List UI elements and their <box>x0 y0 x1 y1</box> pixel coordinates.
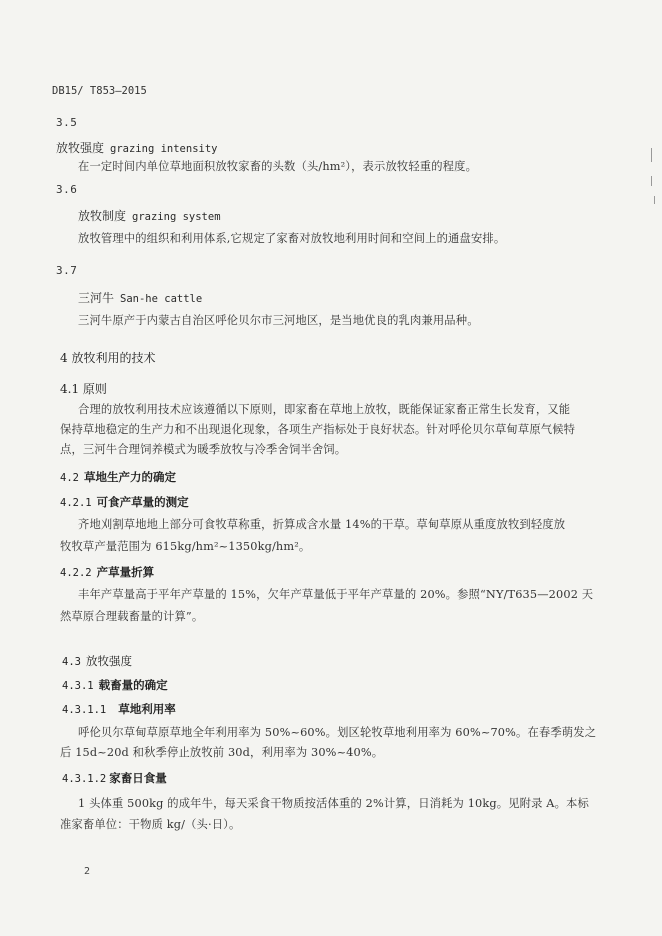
section-heading-4-3-1-1: 4.3.1.1 草地利用率 <box>62 702 176 716</box>
section-heading-4-2: 4.2 草地生产力的确定 <box>60 470 176 484</box>
paragraph-line: 牧牧草产量范围为 615kg/hm²~1350kg/hm²。 <box>60 540 311 553</box>
paragraph-line: 保持草地稳定的生产力和不出现退化现象，各项生产指标处于良好状态。针对呼伦贝尔草甸草原气候特 <box>60 423 576 436</box>
term-sanhe-cattle <box>78 289 202 306</box>
definition-text: 三河牛原产于内蒙古自治区呼伦贝尔市三河地区，是当地优良的乳肉兼用品种。 <box>78 314 479 327</box>
term-grazing-intensity <box>56 139 217 156</box>
paragraph-line: 丰年产草量高于平年产草量的 15%，欠年产草量低于平年产草量的 20%。参照“NY/T635—2002 天 <box>78 588 594 601</box>
document-header: DB15/ T853—2015 <box>52 85 147 97</box>
definition-text: 在一定时间内单位草地面积放牧家畜的头数（头/hm²），表示放牧轻重的程度。 <box>78 160 478 173</box>
clause-number-3-6: 3.6 <box>56 183 78 196</box>
term-zh: 三河牛 <box>78 291 115 305</box>
section-heading-4-3-1-2: 4.3.1.2 家畜日食量 <box>62 771 167 785</box>
page-number: 2 <box>84 866 91 877</box>
paragraph-line: 呼伦贝尔草甸草原草地全年利用率为 50%~60%。划区轮牧草地利用率为 60%~70%。在春季萌发之 <box>78 726 597 739</box>
scan-mark <box>651 176 652 186</box>
definition-text: 放牧管理中的组织和利用体系,它规定了家畜对放牧地利用时间和空间上的通盘安排。 <box>78 232 506 245</box>
chapter-heading-4: 4 放牧利用的技术 <box>60 351 156 365</box>
section-heading-4-3: 4.3 放牧强度 <box>62 654 132 668</box>
section-heading-4-2-2: 4.2.2 产草量折算 <box>60 565 155 579</box>
term-en: grazing system <box>132 211 221 223</box>
term-zh: 放牧制度 <box>78 209 127 223</box>
paragraph-line: 合理的放牧利用技术应该遵循以下原则，即家畜在草地上放牧，既能保证家畜正常生长发育，又能 <box>78 403 571 416</box>
paragraph-line: 后 15d~20d 和秋季停止放牧前 30d，利用率为 30%~40%。 <box>60 746 384 759</box>
paragraph-line: 点，三河牛合理饲养模式为暖季放牧与冷季舍饲半舍饲。 <box>60 443 347 456</box>
section-heading-4-3-1: 4.3.1 载畜量的确定 <box>62 678 168 692</box>
clause-number-3-5: 3.5 <box>56 116 78 129</box>
section-heading-4-1: 4.1 原则 <box>60 382 107 396</box>
term-en: San-he cattle <box>120 293 203 305</box>
scan-mark <box>651 148 652 162</box>
scan-mark <box>654 196 655 204</box>
section-heading-4-2-1: 4.2.1 可食产草量的测定 <box>60 495 189 509</box>
paragraph-line: 1 头体重 500kg 的成年牛，每天采食干物质按活体重的 2%计算，日消耗为 10kg。见附录 A。本标 <box>78 797 589 810</box>
paragraph-line: 准家畜单位：干物质 kg/（头·日）。 <box>60 818 241 831</box>
term-grazing-system <box>78 207 221 224</box>
clause-number-3-7: 3.7 <box>56 264 78 277</box>
paragraph-line: 然草原合理载畜量的计算”。 <box>60 610 204 623</box>
paragraph-line: 齐地刈割草地地上部分可食牧草称重，折算成含水量 14%的干草。草甸草原从重度放牧到轻度放 <box>78 518 566 531</box>
term-en: grazing intensity <box>110 143 218 155</box>
term-zh: 放牧强度 <box>56 141 105 155</box>
